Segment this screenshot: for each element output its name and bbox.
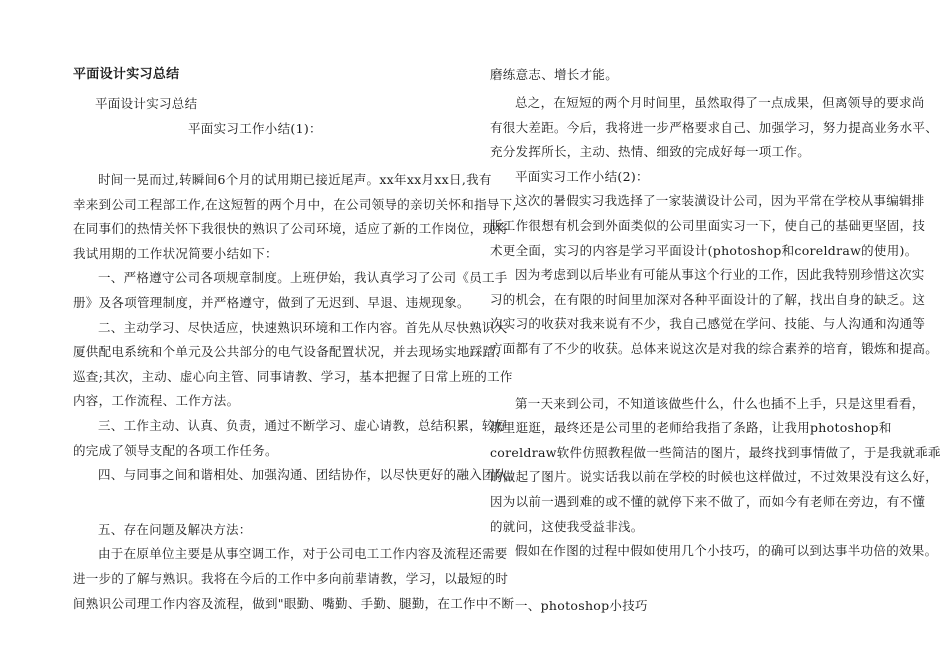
text-line: 有很大差距。今后，我将进一步严格要求自己、加强学习，努力提高业务水平、 [490,119,939,135]
blank-line [73,141,465,168]
text-line: 的完成了领导支配的各项工作任务。 [73,442,278,458]
text-line: 我试用期的工作状况简要小结如下： [73,245,278,261]
right-column [490,58,941,618]
text-line: 厦供配电系统和个单元及公共部分的电气设备配置状况，并去现场实地踩踏、 [73,344,509,360]
text-line: 假如在作图的过程中假如使用几个小技巧，的确可以到达事半功倍的效果。 [515,543,938,559]
section-heading-5: 五、存在问题及解决方法： [98,521,252,537]
text-line: 方面都有了不少的收获。总体来说这次是对我的综合素养的培育，锻炼和提高。 [490,340,939,356]
text-line: 次实习的收获对我来说有不少，我自己感觉在学问、技能、与人沟通和沟通等 [490,316,926,332]
text-line: 内容，工作流程、工作方法。 [73,393,240,409]
document-subtitle: 平面设计实习总结 [95,96,198,111]
text-line: 册》及各项管理制度，并严格遵守，做到了无迟到、早退、违规现象。 [73,294,470,310]
text-line: 一、严格遵守公司各项规章制度。上班伊始，我认真学习了公司《员工手 [98,270,508,286]
section-heading-photoshop-tips: 一、photoshop小技巧 [515,597,648,613]
text-line: 幸来到公司工程部工作,在这短暂的两个月中，在公司领导的亲切关怀和指导下, [73,196,517,212]
text-line: 充分发挥所长，主动、热情、细致的完成好每一项工作。 [490,144,811,160]
text-line: 在同事们的热情关怀下我很快的熟识了公司环境，适应了新的工作岗位，现将 [73,221,509,237]
text-line: 时间一晃而过,转瞬间6个月的试用期已接近尾声。xx年xx月xx日,我有 [98,172,492,187]
text-line: coreldraw软件仿照教程做一些简洁的图片，最终找到事情做了，于是我就乖乖 [490,444,941,460]
text-line: 版工作很想有机会到外面类似的公司里面实习一下，使自己的基础更坚固，技 [490,217,926,233]
text-line: 第一天来到公司，不知道该做些什么，什么也插不上手，只是这里看看， [515,395,925,411]
text-line: 的就问，这使我受益非浅。 [490,518,644,534]
text-line: 总之，在短短的两个月时间里，虽然取得了一点成果，但离领导的要求尚 [515,95,925,110]
text-line: 四、与同事之间和谐相处、加强沟通、团结协作，以尽快更好的融入团队。 [98,467,521,483]
section-heading-2: 平面实习工作小结(2)： [515,168,649,184]
blank-line [73,488,465,518]
text-line: 术更全面，实习的内容是学习平面设计(photoshop和coreldraw的使用)。 [490,242,918,258]
document-title: 平面设计实习总结 [73,67,180,82]
text-line: 间熟识公司理工作内容及流程，做到"眼勤、嘴勤、手勤、腿勤，在工作中不断 [73,595,515,611]
text-line: 巡查;其次，主动、虚心向主管、同事请教、学习，基本把握了日常上班的工作 [73,368,513,384]
text-line: 由于在原单位主要是从事空调工作，对于公司电工工作内容及流程还需要 [98,546,508,562]
blank-line [490,564,882,594]
text-line: 这次的暑假实习我选择了一家装潢设计公司，因为平常在学校从事编辑排 [515,193,925,209]
text-line: 那里逛逛，最终还是公司里的老师给我指了条路，让我用photoshop和 [490,420,892,436]
left-column [73,58,521,616]
text-line: 习的机会，在有限的时间里加深对各种平面设计的了解，找出自身的缺乏。这 [490,291,926,307]
text-line: 因为考虑到以后毕业有可能从事这个行业的工作，因此我特别珍惜这次实 [515,267,925,283]
text-line: 二、主动学习、尽快适应，快速熟识环境和工作内容。首先从尽快熟识大 [98,319,508,335]
text-line: 磨练意志、增长才能。 [490,67,619,82]
text-line: 因为以前一遇到难的或不懂的就停下来不做了，而如今有老师在旁边，有不懂 [490,493,926,509]
section-heading-1: 平面实习工作小结(1)： [188,121,322,136]
text-line: 进一步的了解与熟识。我将在今后的工作中多向前辈请教，学习，以最短的时 [73,570,509,586]
text-line: 的做起了图片。说实话我以前在学校的时候也这样做过，不过效果没有这么好， [490,469,939,485]
blank-line [490,362,882,392]
text-line: 三、工作主动、认真、负责，通过不断学习、虚心请教，总结积累，较好 [98,417,508,433]
